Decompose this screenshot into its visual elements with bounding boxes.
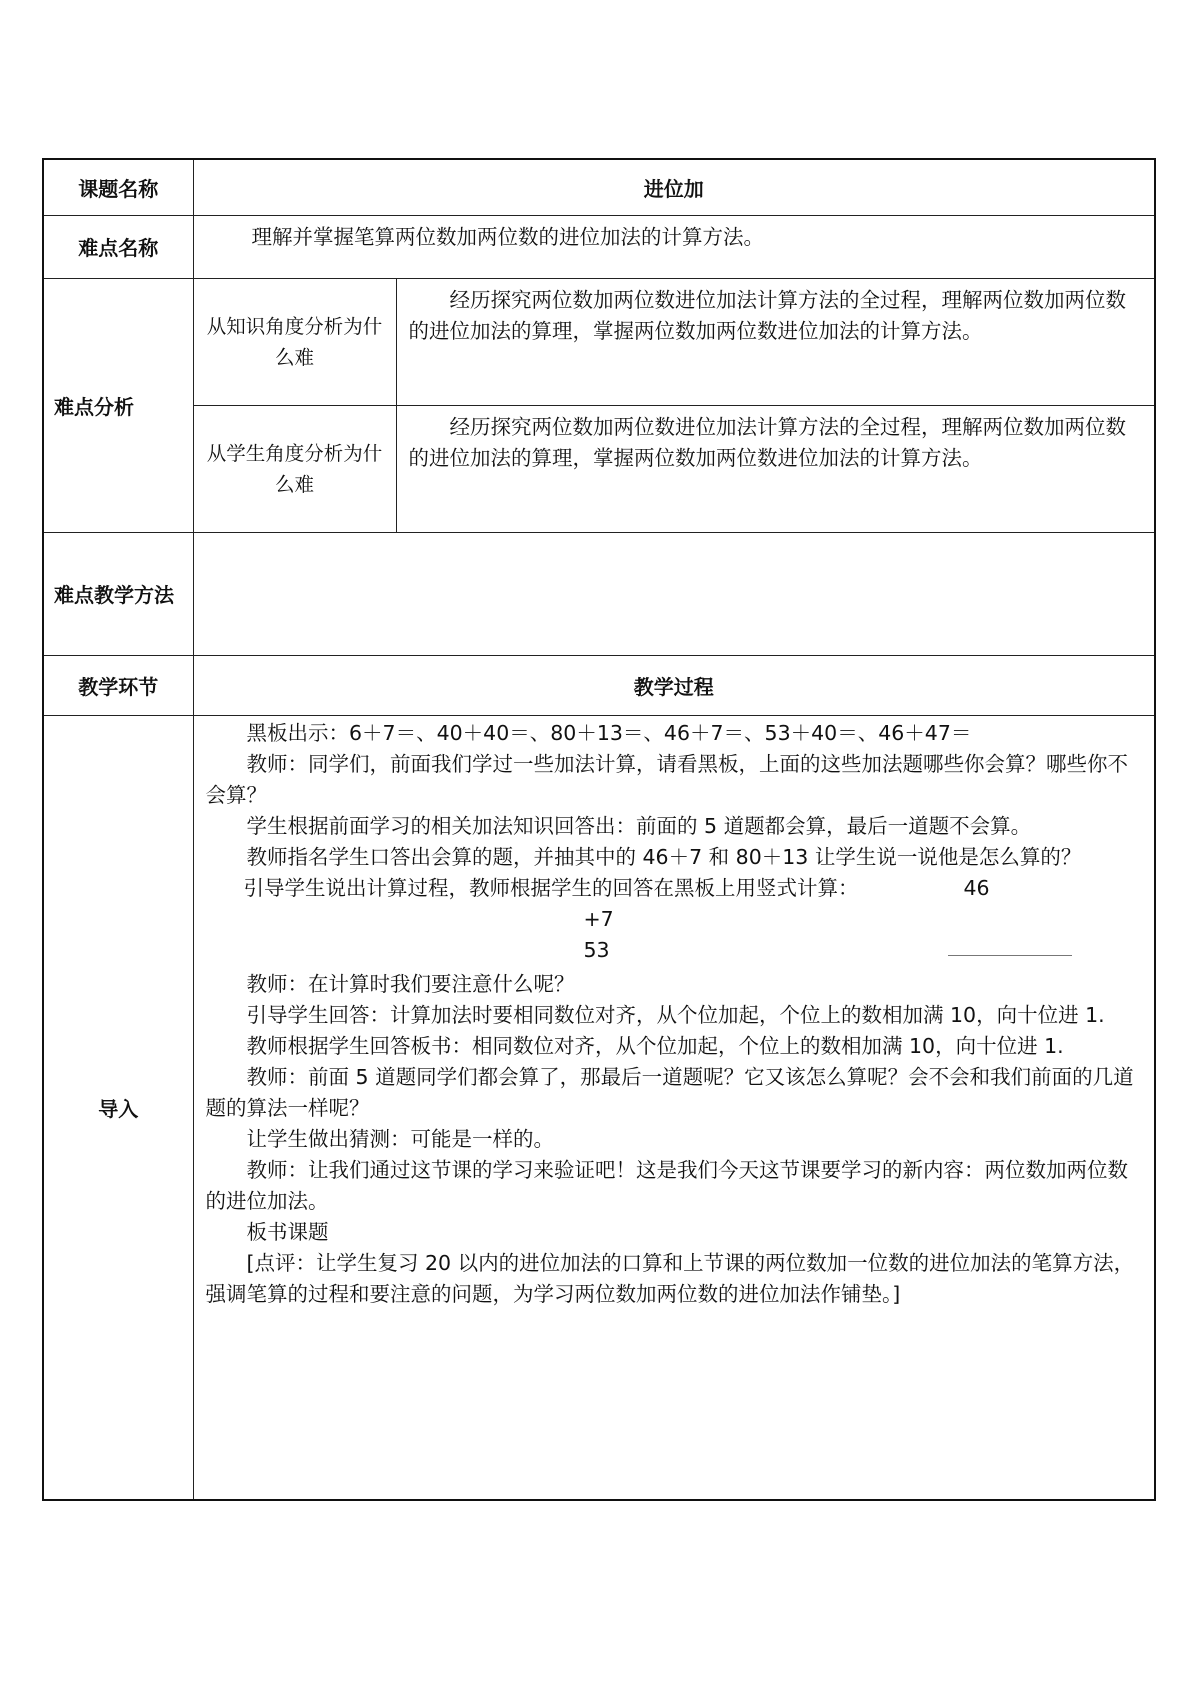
intro-para-10: 教师：让我们通过这节课的学习来验证吧！这是我们今天这节课要学习的新内容：两位数加两位数的进位加法。 [205,1157,1128,1213]
intro-para-3: 学生根据前面学习的相关加法知识回答出：前面的 5 道题都会算，最后一道题不会算。 [246,813,1032,838]
intro-row [43,715,1155,1500]
intro-para-1: 黑板出示：6＋7＝、40＋40＝、80＋13＝、46＋7＝、53＋40＝、46＋47＝ [246,720,972,745]
knowledge-angle-label: 从知识角度分析为什么难 [193,278,396,405]
topic-value: 进位加 [193,159,1155,215]
intro-comment: [点评：让学生复习 20 以内的进位加法的口算和上节课的两位数加一位数的进位加法的笔算方法，强调笔算的过程和要注意的问题，为学习两位数加两位数的进位加法作铺垫。] [205,1250,1135,1306]
analysis-label: 难点分析 [43,278,193,532]
intro-para-4: 教师指名学生口答出会算的题，并抽其中的 46＋7 和 80＋13 让学生说一说他是怎么算的？ [246,844,1082,869]
difficulty-label: 难点名称 [43,215,193,278]
calc-result: 53 [583,937,610,962]
topic-row [43,159,1155,215]
topic-label: 课题名称 [43,159,193,215]
intro-para-6: 引导学生回答：计算加法时要相同数位对齐，从个位加起，个位上的数相加满 10，向十位进 1. [246,1002,1105,1027]
student-angle-cell [396,405,1155,532]
difficulty-cell [193,215,1155,278]
method-row [43,532,1155,655]
method-label: 难点教学方法 [43,532,193,655]
intro-process-cell [193,715,1155,1500]
intro-para-8: 教师：前面 5 道题同学们都会算了，那最后一道题呢？它又该怎么算呢？会不会和我们前面的几道题的算法一样呢？ [205,1064,1134,1120]
stage-header: 教学环节 [43,655,193,715]
vertical-calculation [206,873,1143,969]
calc-top-number: 46 [963,875,990,900]
intro-para-5: 教师：在计算时我们要注意什么呢？ [246,971,575,996]
intro-para-7: 教师根据学生回答板书：相同数位对齐，从个位加起，个位上的数相加满 10，向十位进 1. [246,1033,1064,1058]
difficulty-value: 理解并掌握笔算两位数加两位数的进位加法的计算方法。 [251,224,764,249]
calc-intro-text: 引导学生说出计算过程，教师根据学生的回答在黑板上用竖式计算： [243,875,859,900]
student-angle-text: 经历探究两位数加两位数进位加法计算方法的全过程，理解两位数加两位数的进位加法的算理，掌握两位数加两位数进位加法的计算方法。 [408,414,1126,470]
intro-para-11: 板书课题 [246,1219,329,1244]
difficulty-row [43,215,1155,278]
intro-para-2: 教师：同学们，前面我们学过一些加法计算，请看黑板，上面的这些加法题哪些你会算？哪些你不会算？ [205,751,1128,807]
calc-rule-line [948,955,1072,956]
knowledge-angle-text: 经历探究两位数加两位数进位加法计算方法的全过程，理解两位数加两位数的进位加法的算理，掌握两位数加两位数进位加法的计算方法。 [408,287,1126,343]
calc-addend: +7 [583,906,614,931]
lesson-plan-table [42,158,1156,1501]
process-header: 教学过程 [193,655,1155,715]
method-value [193,532,1155,655]
analysis-student-row [43,405,1155,532]
analysis-knowledge-row [43,278,1155,405]
student-angle-label: 从学生角度分析为什么难 [193,405,396,532]
header-row [43,655,1155,715]
lesson-plan-sheet [42,158,1154,1501]
knowledge-angle-cell [396,278,1155,405]
intro-para-9: 让学生做出猜测：可能是一样的。 [246,1126,554,1151]
intro-label: 导入 [43,715,193,1500]
